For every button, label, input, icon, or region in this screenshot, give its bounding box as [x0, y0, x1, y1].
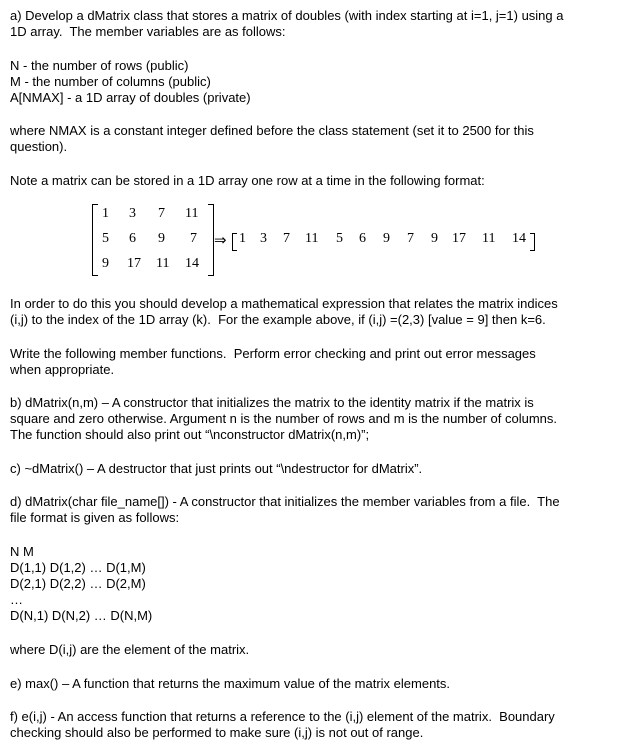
file-format-line-2: D(1,1) D(1,2) … D(1,M) — [10, 560, 146, 575]
file-format-line-1: N M — [10, 544, 34, 559]
part-d-where-line: where D(i,j) are the element of the matrix. — [10, 642, 250, 657]
nmax-line-1: where NMAX is a constant integer defined before the class statement (set it to 2500 for this — [10, 123, 534, 138]
storage-note: Note a matrix can be stored in a 1D array one row at a time in the following format: — [10, 173, 485, 188]
part-b-line-2: square and zero otherwise. Argument n is the number of rows and m is the number of columns. — [10, 411, 557, 426]
vector-left-bracket — [232, 233, 237, 251]
member-var-m: M - the number of columns (public) — [10, 74, 211, 89]
expression-line-2: (i,j) to the index of the 1D array (k). For the example above, if (i,j) =(2,3) [value = 9] then k=6. — [10, 312, 546, 327]
member-functions-line-1: Write the following member functions. Perform error checking and print out error messages — [10, 346, 536, 361]
part-f-line-1: f) e(i,j) - An access function that returns a reference to the (i,j) element of the matrix. Boundary — [10, 709, 555, 724]
vector-element: 1 — [239, 231, 246, 246]
part-d-line-1: d) dMatrix(char file_name[]) - A constructor that initializes the member variables from a file. The — [10, 494, 560, 509]
file-format-line-4: … — [10, 592, 23, 607]
member-var-n: N - the number of rows (public) — [10, 58, 189, 73]
part-b-line-1: b) dMatrix(n,m) – A constructor that initializes the matrix to the identity matrix if the matrix is — [10, 395, 534, 410]
matrix-cell: 11 — [185, 206, 199, 221]
file-format-line-3: D(2,1) D(2,2) … D(2,M) — [10, 576, 146, 591]
nmax-line-2: question). — [10, 139, 68, 154]
matrix-example — [92, 202, 542, 278]
matrix-cell: 17 — [127, 256, 141, 271]
expression-line-1: In order to do this you should develop a mathematical expression that relates the matrix indices — [10, 296, 558, 311]
matrix-cell: 6 — [129, 231, 136, 246]
member-functions-line-2: when appropriate. — [10, 362, 115, 377]
matrix-cell: 14 — [185, 256, 199, 271]
matrix-cell: 3 — [129, 206, 136, 221]
vector-element: 5 — [336, 231, 343, 246]
part-a-intro-line-1: a) Develop a dMatrix class that stores a matrix of doubles (with index starting at i=1, j=1) using a — [10, 8, 564, 23]
part-d-line-2: file format is given as follows: — [10, 510, 180, 525]
part-a-intro-line-2: 1D array. The member variables are as follows: — [10, 24, 286, 39]
part-e-line-1: e) max() – A function that returns the maximum value of the matrix elements. — [10, 676, 451, 691]
matrix-cell: 1 — [102, 206, 109, 221]
vector-element: 7 — [283, 231, 290, 246]
matrix-cell: 9 — [102, 256, 109, 271]
vector-element: 7 — [407, 231, 414, 246]
member-var-a: A[NMAX] - a 1D array of doubles (private) — [10, 90, 251, 105]
vector-element: 3 — [260, 231, 267, 246]
vector-right-bracket — [530, 233, 535, 251]
vector-element: 14 — [512, 231, 526, 246]
matrix-cell: 5 — [102, 231, 109, 246]
vector-element: 9 — [431, 231, 438, 246]
implies-arrow-icon: ⇒ — [214, 233, 227, 249]
vector-element: 17 — [452, 231, 466, 246]
matrix-cell: 9 — [158, 231, 165, 246]
vector-element: 9 — [383, 231, 390, 246]
file-format-line-5: D(N,1) D(N,2) … D(N,M) — [10, 608, 153, 623]
matrix-left-bracket — [92, 204, 98, 276]
matrix-cell: 11 — [156, 256, 170, 271]
matrix-cell: 7 — [190, 231, 197, 246]
vector-element: 6 — [359, 231, 366, 246]
part-b-line-3: The function should also print out “\nconstructor dMatrix(n,m)”; — [10, 427, 370, 442]
matrix-cell: 7 — [158, 206, 165, 221]
part-c-line-1: c) ~dMatrix() – A destructor that just prints out “\ndestructor for dMatrix”. — [10, 461, 423, 476]
part-f-line-2: checking should also be performed to make sure (i,j) is not out of range. — [10, 725, 424, 740]
vector-element: 11 — [305, 231, 319, 246]
vector-element: 11 — [482, 231, 496, 246]
